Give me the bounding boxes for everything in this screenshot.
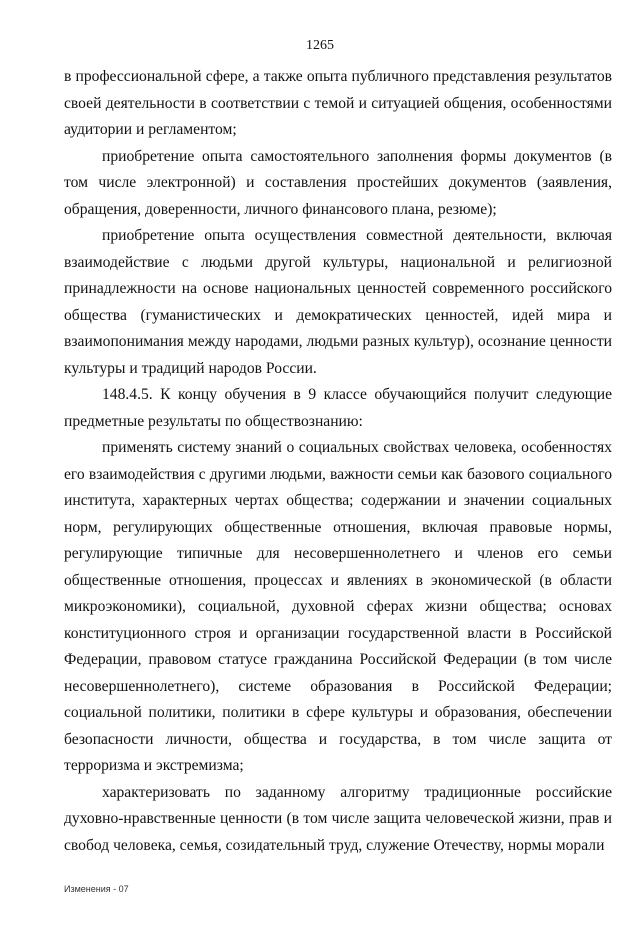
body-text — [64, 64, 612, 859]
paragraph-section-148-4-5: 148.4.5. К концу обучения в 9 классе обучающийся получит следующие предметные результаты по обществознанию: — [64, 386, 612, 430]
paragraph-continued: в профессиональной сфере, а также опыта публичного представления результатов своей деятельности в соответствии с темой и ситуацией общения, особенностями аудитории и регламентом; — [64, 68, 612, 138]
paragraph: характеризовать по заданному алгоритму традиционные российские духовно-нравственные ценности (в том числе защита человеческой жизни, прав и свобод человека, семья, созидательный труд, служение Отечеству, нормы морали — [64, 783, 612, 854]
paragraph: применять систему знаний о социальных свойствах человека, особенностях его взаимодействия с другими людьми, важности семьи как базового социального института, характерных чертах общества; содержании и значении социальных норм, регулирующих общественные отношения, включая правовые нормы, регулирующие типичные для несовершеннолетнего и членов его семьи общественные отношения, процессах и явлениях в экономической (в области микроэкономики), социальной, духовной сферах жизни общества; основах конституционного строя и организации государственной власти в Российской Федерации, правовом статусе гражданина Российской Федерации (в том числе несовершеннолетнего), системе образования в Российской Федерации; социальной политики, политики в сфере культуры и образования, обеспечении безопасности личности, общества и государства, в том числе защита от терроризма и экстремизма; — [64, 439, 612, 774]
page-number: 1265 — [306, 38, 334, 53]
paragraph: приобретение опыта самостоятельного заполнения формы документов (в том числе электронной) и составления простейших документов (заявления, обращения, доверенности, личного финансового плана, резюме); — [64, 147, 612, 218]
footer-revision-note: Изменения - 07 — [64, 884, 129, 894]
paragraph: приобретение опыта осуществления совместной деятельности, включая взаимодействие с людьми другой культуры, национальной и религиозной принадлежности на основе национальных ценностей современного российского общества (гуманистических и демократических ценностей, идей мира и взаимопонимания между народами, людьми разных культур), осознание ценности культуры и традиций народов России. — [64, 227, 612, 377]
